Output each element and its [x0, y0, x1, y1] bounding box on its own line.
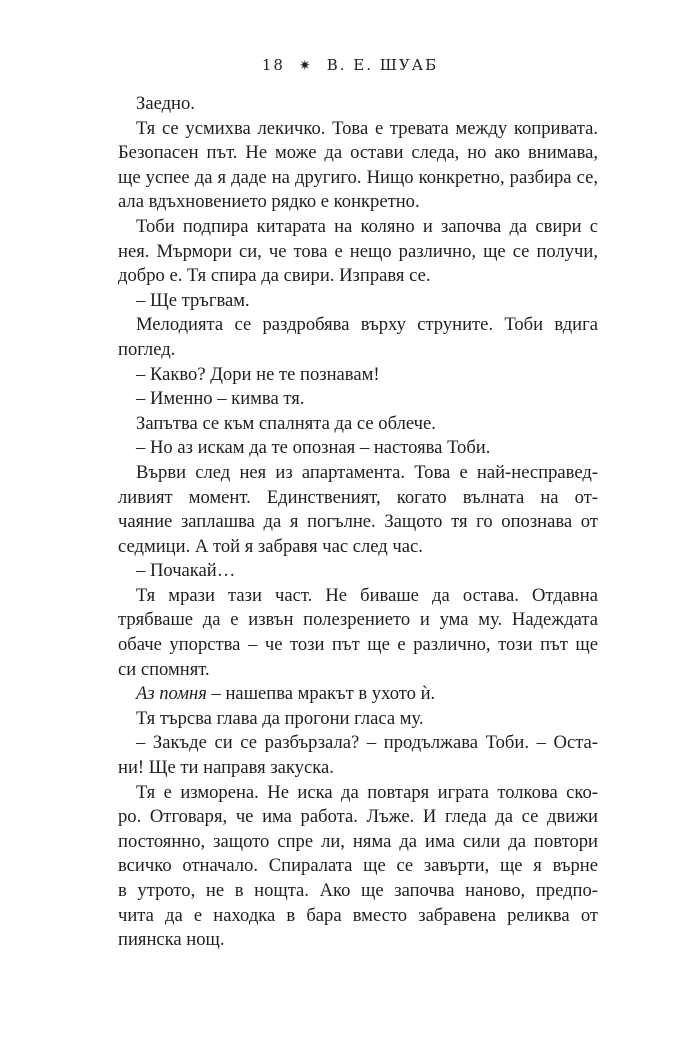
text-line: – Именно – кимва тя. — [136, 388, 305, 410]
text-line: седмици. А той я забравя час след час. — [118, 535, 423, 557]
text-line: чаяние заплашва да я погълне. Защото тя го опознава от — [118, 511, 598, 533]
page-number: 18 — [261, 56, 285, 74]
text-line: Запътва се към спалнята да се облече. — [136, 412, 436, 434]
text-line: всичко отначало. Спиралата ще се завърти, ще я върне — [118, 855, 598, 877]
text-line — [118, 682, 598, 707]
text-line: – Закъде си се разбързала? – продължава Тоби. – Оста- — [136, 732, 598, 754]
text-line: ро. Отговаря, че има работа. Лъже. И гледа да се движи — [118, 806, 598, 828]
text-line: – Ще тръгвам. — [136, 289, 250, 311]
text-line: си спомнят. — [118, 658, 210, 680]
text-line: пиянска нощ. — [118, 929, 225, 951]
author-name: В. Е. ШУАБ — [326, 56, 439, 74]
text-line: поглед. — [118, 338, 176, 360]
text-line: Тя търсва глава да прогони гласа му. — [136, 707, 424, 729]
text-line: ливият момент. Единственият, когато вълната на от- — [118, 486, 598, 508]
text-line: – Но аз искам да те опозная – настоява Тоби. — [136, 437, 491, 459]
text-line: Тя е изморена. Не иска да повтаря играта толкова ско- — [136, 781, 598, 803]
text-line: – Какво? Дори не те познавам! — [136, 363, 380, 385]
text-line: добро е. Тя спира да свири. Изправя се. — [118, 265, 431, 287]
body-text — [118, 92, 598, 953]
text-line: обаче упорства – че този път ще е различно, този път ще — [118, 634, 598, 656]
text-line: Тя мрази тази част. Не биваше да остава. Отдавна — [136, 584, 598, 606]
text-line: – Почакай… — [136, 560, 236, 582]
text-line: Върви след нея из апартамента. Това е най-несправед- — [136, 461, 598, 483]
text-line: ала вдъхновението рядко е конкретно. — [118, 191, 420, 213]
text-line: ни! Ще ти направя закуска. — [118, 757, 334, 779]
text-line: Тя се усмихва лекичко. Това е тревата между копривата. — [136, 117, 598, 139]
text-line: Тоби подпира китарата на коляно и започва да свири с — [136, 215, 598, 237]
star-ornament-icon: ✷ — [298, 58, 313, 74]
text-line: Заедно. — [136, 93, 195, 114]
text-line: ще успее да я даде на другиго. Нищо конкретно, разбира се, — [118, 166, 598, 188]
text-line: в утрото, не в нощта. Ако ще започва наново, предпо- — [118, 880, 598, 901]
text-line: постоянно, защото спре ли, няма да има сили да повтори — [118, 830, 598, 852]
running-header — [0, 56, 700, 74]
italic-phrase: Аз помня — [136, 683, 207, 705]
text-line: чита да е находка в бара вместо забравена реликва от — [118, 904, 598, 926]
text-line: Мелодията се раздробява върху струните. Тоби вдига — [136, 314, 598, 336]
text-line: нея. Мърмори си, че това е нещо различно, ще се получи, — [118, 240, 598, 262]
text-line: Безопасен път. Не може да остави следа, но ако внимава, — [118, 142, 598, 164]
text-fragment: – нашепва мракът в ухото ѝ. — [206, 683, 436, 705]
text-line: трябваше да е извън полезрението и ума му. Надеждата — [118, 609, 598, 631]
